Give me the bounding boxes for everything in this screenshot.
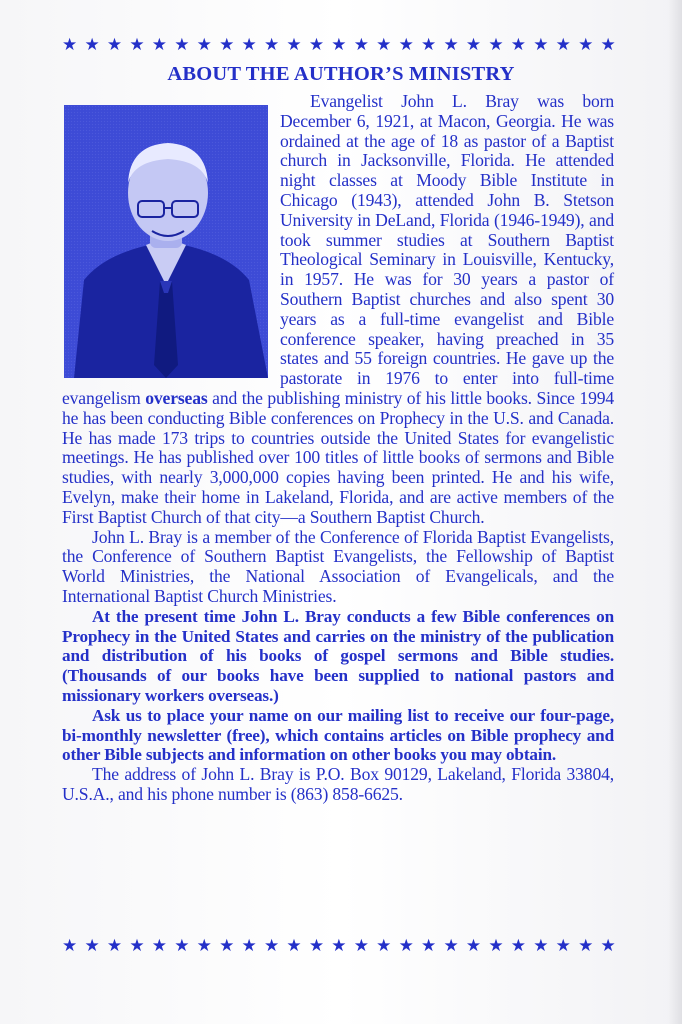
star-icon: ★ <box>151 35 167 55</box>
star-icon: ★ <box>533 35 549 55</box>
star-icon: ★ <box>241 35 257 55</box>
page-edge-shadow <box>668 0 682 1024</box>
star-icon: ★ <box>465 936 482 956</box>
star-icon: ★ <box>443 936 459 956</box>
star-icon: ★ <box>578 35 594 55</box>
star-icon: ★ <box>129 35 145 55</box>
star-icon: ★ <box>600 936 616 956</box>
star-icon: ★ <box>241 936 257 956</box>
star-icon: ★ <box>62 936 78 956</box>
star-icon: ★ <box>84 936 100 956</box>
star-icon: ★ <box>398 936 414 956</box>
star-icon: ★ <box>286 35 302 55</box>
paragraph-contact-address: The address of John L. Bray is P.O. Box 90129, Lakeland, Florida 33804, U.S.A., and his phone number is (863) 858-6625. <box>62 764 614 804</box>
star-icon: ★ <box>353 936 369 956</box>
star-icon: ★ <box>84 35 100 55</box>
star-icon: ★ <box>129 936 145 956</box>
star-icon: ★ <box>174 35 190 55</box>
star-icon: ★ <box>353 35 369 55</box>
star-icon: ★ <box>219 936 235 956</box>
star-icon: ★ <box>421 35 437 55</box>
star-icon: ★ <box>488 35 504 55</box>
star-icon: ★ <box>533 936 549 956</box>
star-icon: ★ <box>286 936 302 956</box>
ministry-text <box>62 92 614 805</box>
star-icon: ★ <box>443 35 459 55</box>
star-icon: ★ <box>331 936 347 956</box>
star-icon: ★ <box>555 936 571 956</box>
star-icon: ★ <box>308 936 325 956</box>
star-icon: ★ <box>62 35 78 55</box>
star-icon: ★ <box>308 35 325 55</box>
star-icon: ★ <box>376 936 392 956</box>
star-icon: ★ <box>600 35 616 55</box>
star-icon: ★ <box>106 936 123 956</box>
star-icon: ★ <box>196 35 212 55</box>
star-icon: ★ <box>151 936 167 956</box>
top-star-border <box>62 35 616 55</box>
star-icon: ★ <box>196 936 212 956</box>
star-icon: ★ <box>398 35 414 55</box>
star-icon: ★ <box>376 35 392 55</box>
paragraph-present-ministry: At the present time John L. Bray conducts a few Bible conferences on Prophecy in the United States and carries on the ministry of the publication and distribution of his books of gospel sermons and Bible studies. (Thousands of our books have been supplied to national pastors and missionary workers overseas.) <box>62 606 614 705</box>
star-icon: ★ <box>578 936 594 956</box>
paragraph-biography: Evangelist John L. Bray was born December 6, 1921, at Macon, Georgia. He was ordained at the age of 18 as pastor of a Baptist church in Jacksonville, Florida. He attended night classes at Moody Bible Institute in Chicago (1943), attended John B. Stetson University in DeLand, Florida (1946-1949), and took summer studies at Southern Baptist Theological Seminary in Louisville, Kentucky, in 1957. He was for 30 years a pastor of Southern Baptist churches and also spent 30 years as a full-time evangelist and Bible conference speaker, having preached in 35 states and 55 foreign countries. He gave up the pastorate in 1976 to enter into full-time evangelism overseas and the publishing ministry of his little books. Since 1994 he has been conducting Bible conferences on Prophecy in the U.S. and Canada. He has made 173 trips to countries outside the United States for evangelistic meetings. He has published over 100 titles of little books of sermons and Bible studies, with nearly 3,000,000 copies having been printed. He and his wife, Evelyn, make their home in Lakeland, Florida, and are active members of the First Baptist Church of that city—a Southern Baptist Church. <box>62 91 615 527</box>
star-icon: ★ <box>263 35 280 55</box>
star-icon: ★ <box>174 936 190 956</box>
bottom-star-border <box>62 936 616 956</box>
star-icon: ★ <box>510 35 526 55</box>
paragraph-mailing-list: Ask us to place your name on our mailing list to receive our four-page, bi-monthly newsletter (free), which contains articles on Bible prophecy and other Bible subjects and information on other books you may obtain. <box>62 705 614 765</box>
star-icon: ★ <box>555 35 571 55</box>
star-icon: ★ <box>510 936 526 956</box>
star-icon: ★ <box>263 936 280 956</box>
star-icon: ★ <box>219 35 235 55</box>
paragraph-memberships: John L. Bray is a member of the Conference of Florida Baptist Evangelists, the Conference of Southern Baptist Evangelists, the Fellowship of Baptist World Ministries, the National Association of Evangelicals, and the International Baptist Church Ministries. <box>62 526 614 606</box>
star-icon: ★ <box>331 35 347 55</box>
page-title: ABOUT THE AUTHOR’S MINISTRY <box>167 63 515 85</box>
star-icon: ★ <box>106 35 123 55</box>
star-icon: ★ <box>421 936 437 956</box>
star-icon: ★ <box>465 35 482 55</box>
star-icon: ★ <box>488 936 504 956</box>
